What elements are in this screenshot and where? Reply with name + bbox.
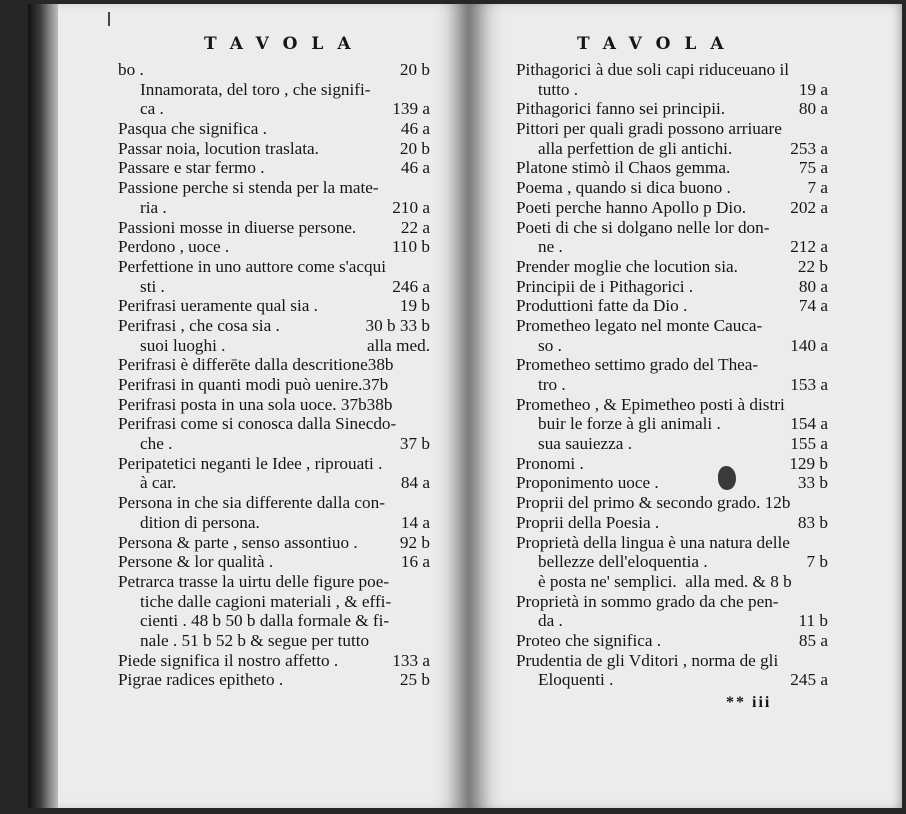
entry-text: à car.	[140, 473, 177, 493]
index-entry	[118, 198, 430, 218]
entry-text: Prometheo , & Epimetheo posti à distri	[516, 394, 785, 414]
index-entry	[118, 99, 430, 119]
entry-text: è posta ne' semplici. alla med. & 8 b	[538, 571, 792, 591]
index-entry	[118, 60, 430, 80]
entry-text: Pittori per quali gradi possono arriuare	[516, 119, 782, 139]
index-entry	[516, 552, 828, 572]
entry-text: Peripatetici neganti le Idee , riprouati .	[118, 453, 383, 473]
entry-text: Poeti perche hanno Apollo p Dio.	[516, 197, 747, 217]
entry-page-ref: 22 b	[797, 256, 828, 276]
index-entry	[118, 336, 430, 356]
index-entry	[516, 493, 828, 513]
index-entry	[118, 611, 430, 631]
entry-page-ref: 133 a	[392, 650, 430, 670]
entry-text: Proteo che significa .	[516, 630, 662, 650]
entry-page-ref: 210 a	[392, 197, 430, 217]
entry-page-ref: 74 a	[798, 296, 828, 316]
index-entry	[516, 178, 828, 198]
entry-page-ref: 246 a	[392, 276, 430, 296]
entry-text: so .	[538, 335, 562, 355]
index-entry	[516, 670, 828, 690]
entry-text: suoi luoghi .	[140, 335, 226, 355]
index-entry	[516, 139, 828, 159]
entry-text: tiche dalle cagioni materiali , & effi-	[140, 591, 392, 611]
entry-text: nale . 51 b 52 b & segue per tutto	[140, 630, 370, 650]
entry-text: Perfettione in uno auttore come s'acqui	[118, 256, 386, 276]
entry-text: Perifrasi in quanti modi può uenire.37b	[118, 375, 389, 394]
entry-page-ref: 85 a	[798, 630, 828, 650]
entry-page-ref: 75 a	[798, 158, 828, 178]
index-entry	[516, 434, 828, 454]
entry-text: Petrarca trasse la uirtu delle figure poe-	[118, 571, 390, 591]
entry-text: Prender moglie che locution sia.	[516, 256, 738, 276]
entry-page-ref: 46 a	[400, 119, 430, 139]
index-entry	[118, 493, 430, 513]
entry-text: sua sauiezza .	[538, 434, 633, 454]
entry-text: ria .	[140, 197, 167, 217]
index-entry	[516, 533, 828, 553]
entry-page-ref: 7 a	[807, 178, 828, 198]
index-entry	[118, 631, 430, 651]
index-entry	[516, 119, 828, 139]
page-edge	[28, 4, 58, 808]
entry-page-ref: 20 b	[399, 138, 430, 158]
entry-text: dition di persona.	[140, 512, 260, 532]
index-entry	[516, 198, 828, 218]
entry-page-ref: 25 b	[399, 670, 430, 690]
entry-text: sti .	[140, 276, 165, 296]
left-page	[28, 4, 468, 808]
entry-page-ref: 129 b	[789, 453, 828, 473]
index-entry	[118, 651, 430, 671]
entry-text: Pasqua che significa .	[118, 119, 267, 139]
entry-text: Platone stimò il Chaos gemma.	[516, 158, 731, 178]
entry-text: Passione perche si stenda per la mate-	[118, 178, 379, 198]
index-entry	[516, 158, 828, 178]
entry-text: Pithagorici à due soli capi riduceuano il	[516, 60, 790, 79]
index-entry	[118, 513, 430, 533]
entry-text: bo .	[118, 60, 144, 79]
entry-page-ref: 80 a	[798, 276, 828, 296]
entry-page-ref: 19 b	[399, 296, 430, 316]
index-entry	[118, 277, 430, 297]
index-entry	[118, 473, 430, 493]
entry-text: Passar noia, locution traslata.	[118, 138, 319, 158]
entry-text: Perifrasi posta in una sola uoce. 37b38b	[118, 394, 393, 414]
entry-text: Eloquenti .	[538, 670, 614, 690]
entry-page-ref: 19 a	[798, 79, 828, 99]
entry-page-ref: 154 a	[790, 414, 828, 434]
ink-mark	[108, 12, 110, 26]
index-entry	[118, 375, 430, 395]
entry-page-ref: 16 a	[400, 552, 430, 572]
entry-text: Proprii del primo & secondo grado. 12b	[516, 493, 791, 513]
entry-page-ref: 212 a	[790, 237, 828, 257]
index-entries-left	[118, 60, 430, 690]
entry-text: Pithagorici fanno sei principii.	[516, 99, 726, 119]
entry-page-ref: 20 b	[399, 60, 430, 79]
entry-page-ref: 92 b	[399, 532, 430, 552]
entry-text: ne .	[538, 237, 563, 257]
index-entry	[516, 80, 828, 100]
ink-blot	[718, 466, 736, 490]
entry-text: Passioni mosse in diuerse persone.	[118, 217, 357, 237]
index-entry	[118, 572, 430, 592]
index-entry	[516, 611, 828, 631]
entry-page-ref: 11 b	[798, 611, 828, 631]
index-entry	[516, 257, 828, 277]
running-head-left: TAVOLA	[204, 34, 365, 54]
index-entry	[516, 60, 828, 80]
entry-text: Pronomi .	[516, 453, 584, 473]
index-entry	[118, 670, 430, 690]
index-entry	[516, 277, 828, 297]
entry-text: bellezze dell'eloquentia .	[538, 552, 708, 572]
entry-text: ca .	[140, 99, 164, 119]
entry-page-ref: 46 a	[400, 158, 430, 178]
entry-page-ref: 80 a	[798, 99, 828, 119]
index-entry	[516, 395, 828, 415]
entry-page-ref: 84 a	[400, 473, 430, 493]
index-entry	[516, 513, 828, 533]
right-page	[468, 4, 902, 808]
entry-text: Principii de i Pithagorici .	[516, 276, 694, 296]
index-entry	[118, 434, 430, 454]
index-entry	[516, 414, 828, 434]
entry-page-ref: 153 a	[790, 375, 828, 394]
index-entry	[118, 355, 430, 375]
index-entry	[516, 355, 828, 375]
index-entry	[118, 218, 430, 238]
entry-page-ref: 7 b	[806, 552, 828, 572]
index-entry	[516, 316, 828, 336]
index-entry	[516, 651, 828, 671]
entry-text: Prometheo settimo grado del Thea-	[516, 355, 759, 375]
index-entry	[516, 375, 828, 395]
entry-page-ref: 155 a	[790, 434, 828, 454]
entry-text: da .	[538, 611, 563, 631]
entry-text: Perifrasi , che cosa sia .	[118, 315, 280, 335]
entry-page-ref: alla med.	[367, 335, 430, 355]
index-entry	[516, 631, 828, 651]
index-entry	[118, 237, 430, 257]
index-entry	[118, 119, 430, 139]
entry-text: Passare e star fermo .	[118, 158, 265, 178]
entry-page-ref: 83 b	[797, 512, 828, 532]
entry-text: Poema , quando si dica buono .	[516, 178, 731, 198]
entry-text: Proponimento uoce .	[516, 473, 659, 493]
index-entry	[118, 158, 430, 178]
entry-text: Proprietà in sommo grado da che pen-	[516, 591, 779, 611]
index-entry	[118, 395, 430, 415]
entry-page-ref: 140 a	[790, 335, 828, 355]
entry-text: buir le forze à gli animali .	[538, 414, 721, 434]
signature-mark: ** iii	[726, 694, 772, 711]
entry-page-ref: 253 a	[790, 138, 828, 158]
index-entry	[118, 80, 430, 100]
index-entry	[516, 473, 828, 493]
index-entry	[118, 316, 430, 336]
index-entry	[118, 139, 430, 159]
index-entry	[516, 454, 828, 474]
entry-text: Prometheo legato nel monte Cauca-	[516, 315, 763, 335]
index-entry	[516, 336, 828, 356]
index-entry	[516, 218, 828, 238]
index-entry	[516, 237, 828, 257]
entry-text: Proprietà della lingua è una natura delle	[516, 532, 790, 552]
index-entries-right	[516, 60, 828, 690]
entry-text: tro .	[538, 375, 566, 394]
entry-text: Poeti di che si dolgano nelle lor don-	[516, 217, 770, 237]
entry-page-ref: 245 a	[790, 670, 828, 690]
index-entry	[118, 533, 430, 553]
entry-text: Proprii della Poesia .	[516, 512, 660, 532]
entry-page-ref: 139 a	[392, 99, 430, 119]
entry-text: Piede significa il nostro affetto .	[118, 650, 339, 670]
index-entry	[118, 552, 430, 572]
entry-text: Perifrasi ueramente qual sia .	[118, 296, 318, 316]
entry-text: tutto .	[538, 79, 579, 99]
entry-page-ref: 33 b	[797, 473, 828, 493]
index-entry	[516, 592, 828, 612]
index-entry	[516, 572, 828, 592]
entry-page-ref: 110 b	[391, 237, 430, 257]
entry-text: Perdono , uoce .	[118, 237, 230, 257]
running-head-right: TAVOLA	[577, 34, 738, 54]
index-entry	[516, 99, 828, 119]
entry-page-ref: 22 a	[400, 217, 430, 237]
entry-text: Persona in che sia differente dalla con-	[118, 493, 385, 513]
index-entry	[516, 296, 828, 316]
index-entry	[118, 257, 430, 277]
index-entry	[118, 592, 430, 612]
entry-page-ref: 37 b	[399, 434, 430, 454]
entry-text: cienti . 48 b 50 b dalla formale & fi-	[140, 611, 390, 631]
entry-text: Persona & parte , senso assontiuo .	[118, 532, 358, 552]
entry-text: Perifrasi come si conosca dalla Sinecdo-	[118, 414, 397, 434]
entry-text: Persone & lor qualità .	[118, 552, 274, 572]
entry-text: Pigrae radices epitheto .	[118, 670, 284, 690]
entry-text: Perifrasi è differēte dalla descritione38b	[118, 355, 394, 375]
entry-text: che .	[140, 434, 173, 454]
entry-text: alla perfettion de gli antichi.	[538, 138, 733, 158]
index-entry	[118, 178, 430, 198]
entry-page-ref: 30 b 33 b	[365, 315, 430, 335]
index-entry	[118, 454, 430, 474]
entry-page-ref: 202 a	[790, 197, 828, 217]
index-entry	[118, 414, 430, 434]
entry-page-ref: 14 a	[400, 512, 430, 532]
entry-text: Innamorata, del toro , che signifi-	[140, 79, 371, 99]
entry-text: Prudentia de gli Vditori , norma de gli	[516, 650, 779, 670]
entry-text: Produttioni fatte da Dio .	[516, 296, 688, 316]
index-entry	[118, 296, 430, 316]
